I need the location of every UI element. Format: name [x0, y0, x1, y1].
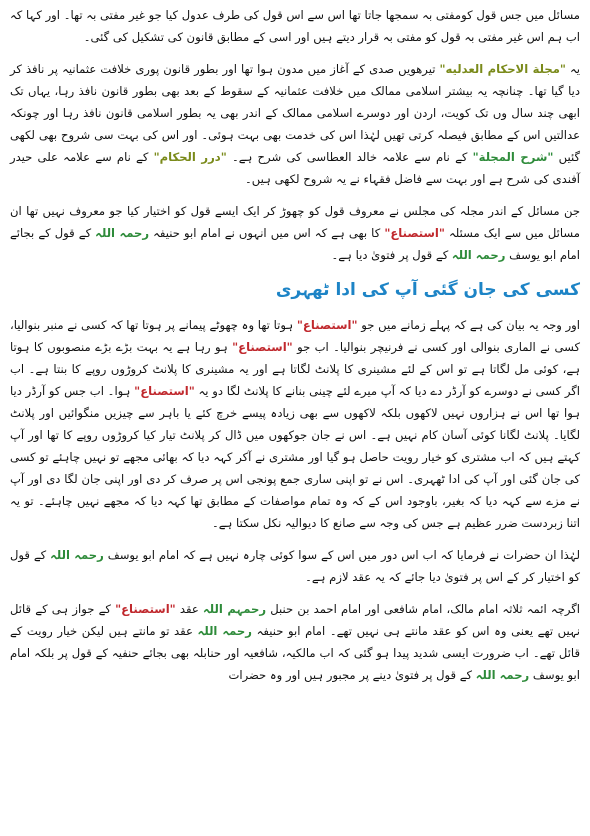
paragraph-majalla	[10, 58, 580, 190]
text: کے نام سے علامہ خالد العطاسی کی شرح ہے۔	[226, 150, 473, 164]
highlight-majalla-title: "مجلة الاحكام العدليه"	[439, 62, 566, 76]
text: کے قول کے بجائے امام ابو یوسف	[10, 226, 580, 262]
text: لہٰذا ان حضرات نے فرمایا کہ اب اس دور میں اس کے سوا کوئی چارہ نہیں ہے کہ امام ابو یوسف	[103, 548, 581, 562]
text: ہو رہا ہے یہ بہت بڑے بڑے منصوبوں کا ہوتا ہے، کوئی مل لگاتا ہے تو اس کے لئے مشینری کا پلانٹ لگاتا ہے اور یہ مشینری کا پلانٹ کروڑوں روپے کا بنتا ہے۔ اب اگر کسی نے دوسرے کو آرڈر دے دیا کہ آپ میرے لئے چینی بنانے کا پلانٹ لگا دو یہ	[10, 340, 580, 398]
highlight-rahimahullah: رحمہ اللہ	[95, 226, 150, 240]
highlight-rahimahullah: رحمہ اللہ	[475, 668, 530, 682]
text: عقد	[175, 602, 203, 616]
highlight-rahimahullah: رحمہ اللہ	[451, 248, 506, 262]
text: عقد تو مانتے ہیں لیکن خیار رویت کے قائل تھے۔ اب ضرورت ایسی شدید پیدا ہو گئی کہ اب مالکیہ، شافعیہ اور حنابلہ بھی بجائے حنفیہ کے قول پر بلکہ امام ابو یوسف	[10, 624, 580, 682]
text: کے نام سے علامہ علی حیدر آفندی کی شرح ہے اور بہت سے فاضل فقہاء نے یہ شروح لکھی ہیں۔	[10, 150, 580, 186]
highlight-istisna: "استصناع"	[115, 602, 176, 616]
section-heading: کسی کی جان گئی آپ کی ادا ٹھہری	[275, 280, 580, 300]
text: کے قول پر فتویٰ دینے پر مجبور ہیں اور وہ حضرات	[228, 668, 476, 682]
paragraph-istisna-issue	[10, 200, 580, 266]
text: یہ	[565, 62, 580, 76]
text: مسائل میں جس قول کومفتی بہ سمجھا جاتا تھا اس سے اس قول کی طرف عدول کیا جو غیر مفتی بہ تھا۔ اور کہا کہ اب ہم اس غیر مفتی بہ قول کو مفتی بہ قرار دیتے ہیں اور اسی کے مطابق قانون کی تشکیل کی گئی۔	[10, 8, 580, 44]
text: اور وجہ یہ بیان کی ہے کہ پہلے زمانے میں جو	[357, 318, 581, 332]
highlight-istisna: "استصناع"	[134, 384, 195, 398]
highlight-istisna: "استصناع"	[232, 340, 293, 354]
highlight-sharh-al-majalla: "شرح المجلة"	[472, 150, 554, 164]
text: کے قول کو اختیار کر کے اس پر فتویٰ دیا جائے کہ یہ عقد لازم ہے۔	[10, 548, 580, 584]
text: کے قول پر فتویٰ دیا ہے۔	[331, 248, 452, 262]
paragraph-conclusion	[10, 544, 580, 588]
highlight-durar-al-hukkam: "درر الحكام"	[153, 150, 227, 164]
paragraph-reason	[10, 314, 580, 534]
text: اگرچہ ائمہ ثلاثہ امام مالک، امام شافعی اور امام احمد بن حنبل	[266, 602, 580, 616]
text: کے جواز ہی کے قائل نہیں تھے یعنی وہ اس کو عقد مانتے ہی نہیں تھے۔ امام ابو حنیفہ	[10, 602, 580, 638]
text: جن مسائل کے اندر مجلہ کی مجلس نے معروف قول کو چھوڑ کر ایک ایسے قول کو اختیار کیا جو معروف نہیں تھا ان مسائل میں سے ایک مسئلہ	[10, 204, 580, 240]
text: ہوتا تھا وہ چھوٹے پیمانے پر ہوتا تھا کہ کسی نے منبر بنوالیا، کسی نے الماری بنوالی اور کسی نے فرنیچر بنوالیا۔ اب جو	[10, 318, 580, 354]
highlight-istisna: "استصناع"	[384, 226, 445, 240]
highlight-rahimahumullah: رحمہم اللہ	[202, 602, 267, 616]
paragraph-aimma-thalatha	[10, 598, 580, 686]
paragraph-mufta-bih	[10, 4, 580, 48]
text: کا بھی ہے کہ اس میں انہوں نے امام ابو حنیفہ	[149, 226, 385, 240]
highlight-istisna: "استصناع"	[296, 318, 358, 332]
text: ہوا۔ اب جس کو آرڈر دیا ہوا تھا اس نے ہزاروں نہیں لاکھوں بلکہ لاکھوں سے بھی زیادہ پیسے خرچ کئے یا باہر سے چیزیں منگوائیں اور پلانٹ لگایا۔ پلانٹ لگانا کوئی آسان کام نہیں ہے۔ اس نے جان جوکھوں میں ڈال کر پلانٹ تیار کیا کروڑوں روپے کا تھا اور آپ کہتے ہیں کہ اب مشتری کو خیار رویت حاصل ہو گیا اور مشتری نے آکر کہہ دیا کہ بھائی مجھے تو نہیں چاہئے تو کسی کی جان گئی اور آپ کی ادا ٹھہری۔ اس نے تو اپنی ساری جمع پونجی اس پر صرف کر دی اور اپنی جان لگا دی اور آپ نے مزے سے کہہ دیا کہ بغیر، باوجود اس کے کہ وہ تمام مواصفات کے مطابق تھا کہہ دیا کہ مجھے نہیں چاہئے۔ تو یہ اتنا زبردست ضرر عظیم ہے جس کی وجہ سے صانع کا دیوالیہ نکل سکتا ہے۔	[10, 384, 580, 530]
text: تیرھویں صدی کے آغاز میں مدون ہوا تھا اور بطور قانون پوری خلافت عثمانیہ پر نافذ کر دیا گیا تھا۔ چنانچہ یہ بیشتر اسلامی ممالک میں خلافت عثمانیہ کے سقوط کے بعد بھی بطور قانون نافذ رہا، یہاں تک ابھی چند سال وں تک کویت، اردن اور دوسرے اسلامی ممالک کے اندر بھی یہ بطور اسلامی قانون نافذ رہا اور چونکہ عدالتیں اس کے مطابق فیصلہ کرتی تھیں لہٰذا اس کی خدمت بھی بہت ہوئی۔ اور اس کی بہت سی شروح بھی لکھی گئیں	[10, 62, 580, 164]
highlight-rahimahullah: رحمہ اللہ	[197, 624, 252, 638]
highlight-rahimahullah: رحمہ اللہ	[50, 548, 104, 562]
